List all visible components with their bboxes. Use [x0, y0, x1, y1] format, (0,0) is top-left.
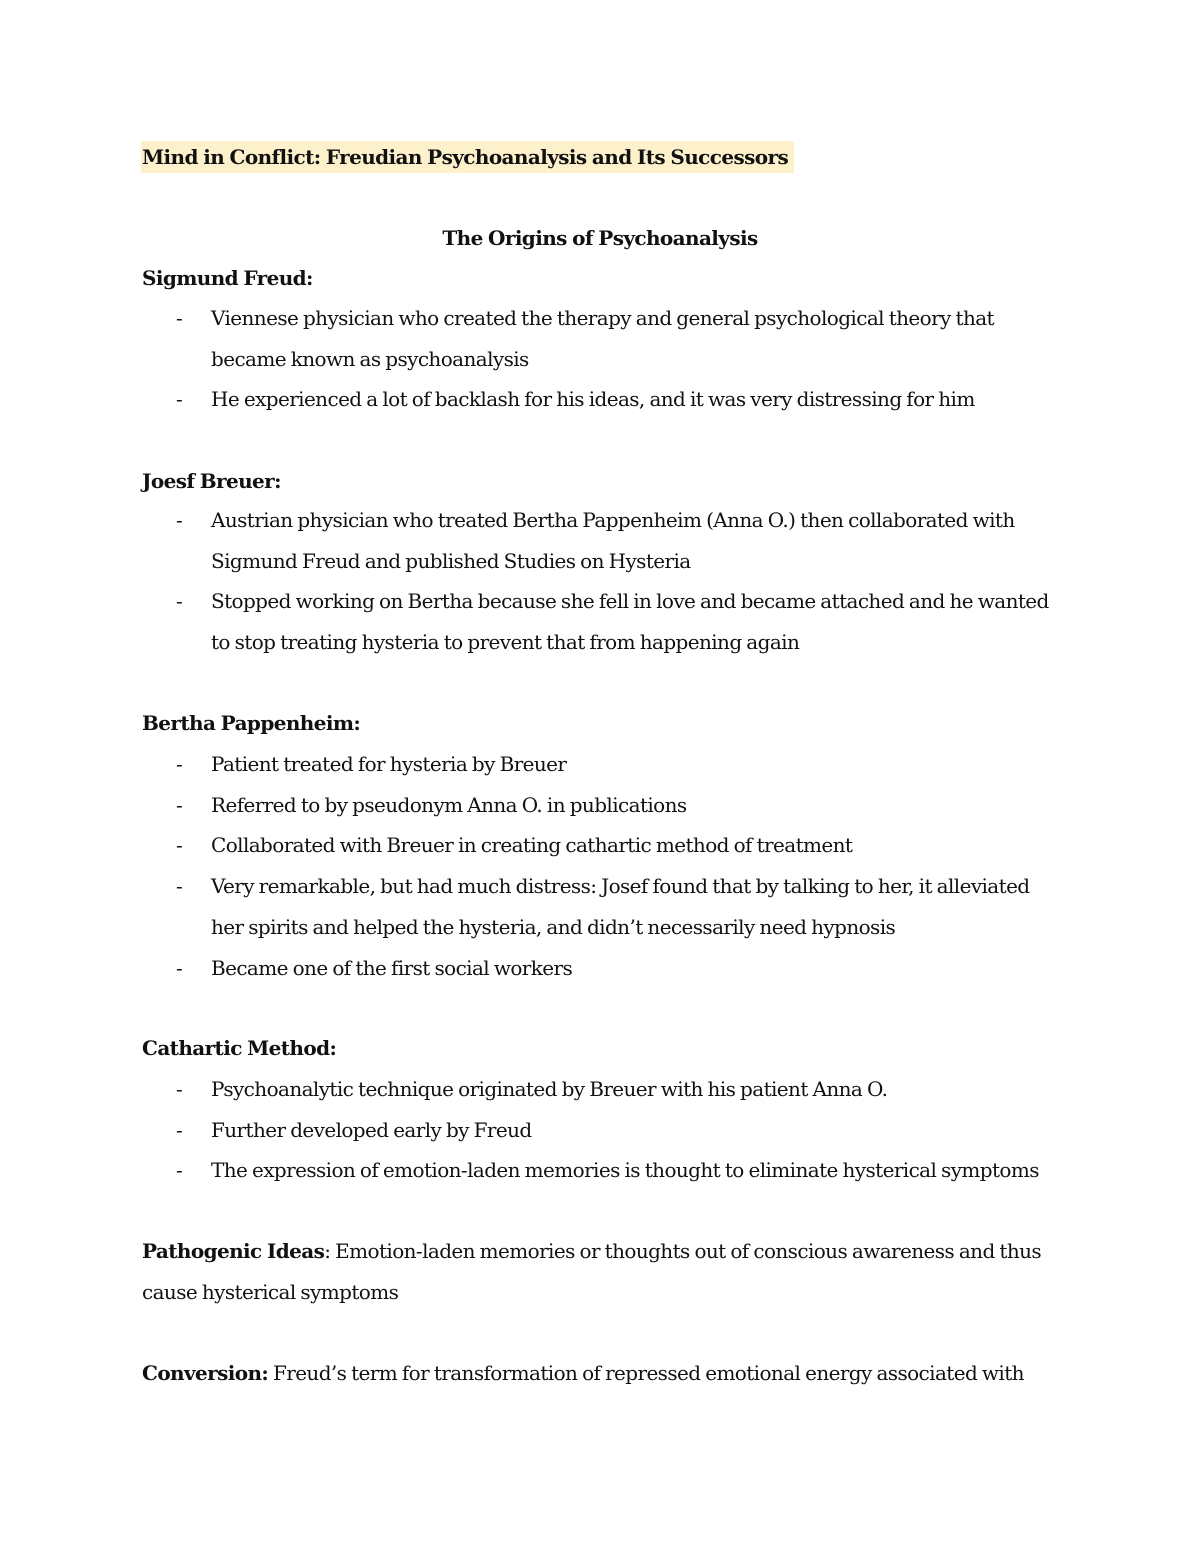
section-title: The Origins of Psychoanalysis	[442, 226, 758, 250]
bullet-item	[176, 581, 1056, 662]
bullet-dash: -	[176, 792, 183, 817]
bullet-dash: -	[176, 752, 183, 776]
bullet-item	[176, 500, 1056, 581]
bullet-list-josef-breuer	[176, 500, 1056, 663]
heading-cathartic-method: Cathartic Method:	[142, 1036, 337, 1060]
bullet-text: Psychoanalytic technique originated by Breuer with his patient Anna O.	[211, 1077, 888, 1101]
heading-bertha-pappenheim: Bertha Pappenheim:	[142, 711, 361, 735]
bullet-dash: -	[176, 1158, 183, 1183]
bullet-item	[176, 948, 1056, 989]
bullet-text: Patient treated for hysteria by Breuer	[211, 752, 567, 776]
bullet-dash: -	[176, 306, 183, 330]
bullet-item	[176, 744, 1056, 785]
bullet-text: Very remarkable, but had much distress: Josef found that by talking to her, it alleviated her spirits and helped the hysteria, and didn’t necessarily need hypnosis	[211, 874, 1030, 939]
bullet-text: Austrian physician who treated Bertha Pappenheim (Anna O.) then collaborated with Sigmund Freud and published Studies on Hysteria	[211, 508, 1015, 573]
definition-text: Emotion-laden memories or thoughts out of conscious awareness and thus cause hysterical symptoms	[142, 1239, 1042, 1304]
bullet-list-cathartic-method	[176, 1069, 1056, 1191]
heading-sigmund-freud: Sigmund Freud:	[142, 266, 313, 290]
bullet-text: Referred to by pseudonym Anna O. in publications	[211, 792, 687, 817]
bullet-dash: -	[176, 1117, 183, 1142]
heading-josef-breuer: Joesf Breuer:	[142, 469, 281, 493]
definition-text: Freud’s term for transformation of repressed emotional energy associated with	[268, 1361, 1024, 1385]
bullet-item	[176, 825, 1056, 866]
bullet-list-sigmund-freud	[176, 298, 1056, 420]
bullet-text: Further developed early by Freud	[211, 1117, 532, 1142]
bullet-item	[176, 866, 1056, 947]
bullet-item	[176, 1069, 1056, 1110]
bullet-dash: -	[176, 508, 183, 532]
definition-conversion	[142, 1353, 1042, 1394]
bullet-dash: -	[176, 589, 183, 614]
bullet-text: Collaborated with Breuer in creating cathartic method of treatment	[211, 833, 853, 858]
bullet-item	[176, 379, 1056, 420]
bullet-item	[176, 1110, 1056, 1151]
bullet-dash: -	[176, 833, 183, 858]
definition-term: Conversion:	[142, 1361, 269, 1385]
bullet-list-bertha-pappenheim	[176, 744, 1056, 988]
bullet-dash: -	[176, 874, 183, 899]
course-title: Mind in Conflict: Freudian Psychoanalysis and Its Successors	[141, 141, 794, 173]
bullet-text: He experienced a lot of backlash for his ideas, and it was very distressing for him	[211, 387, 975, 412]
bullet-dash: -	[176, 1077, 183, 1101]
bullet-dash: -	[176, 955, 183, 980]
bullet-item	[176, 785, 1056, 826]
bullet-dash: -	[176, 387, 183, 412]
definition-separator: :	[324, 1239, 331, 1263]
bullet-item	[176, 1150, 1056, 1191]
bullet-text: Viennese physician who created the therapy and general psychological theory that became known as psychoanalysis	[211, 306, 994, 371]
bullet-text: The expression of emotion-laden memories is thought to eliminate hysterical symptoms	[211, 1158, 1039, 1183]
definition-term: Pathogenic Ideas	[142, 1239, 325, 1263]
definition-pathogenic-ideas	[142, 1231, 1042, 1312]
bullet-item	[176, 298, 1056, 379]
bullet-text: Stopped working on Bertha because she fell in love and became attached and he wanted to stop treating hysteria to prevent that from happening again	[211, 589, 1049, 655]
bullet-text: Became one of the first social workers	[211, 955, 573, 980]
